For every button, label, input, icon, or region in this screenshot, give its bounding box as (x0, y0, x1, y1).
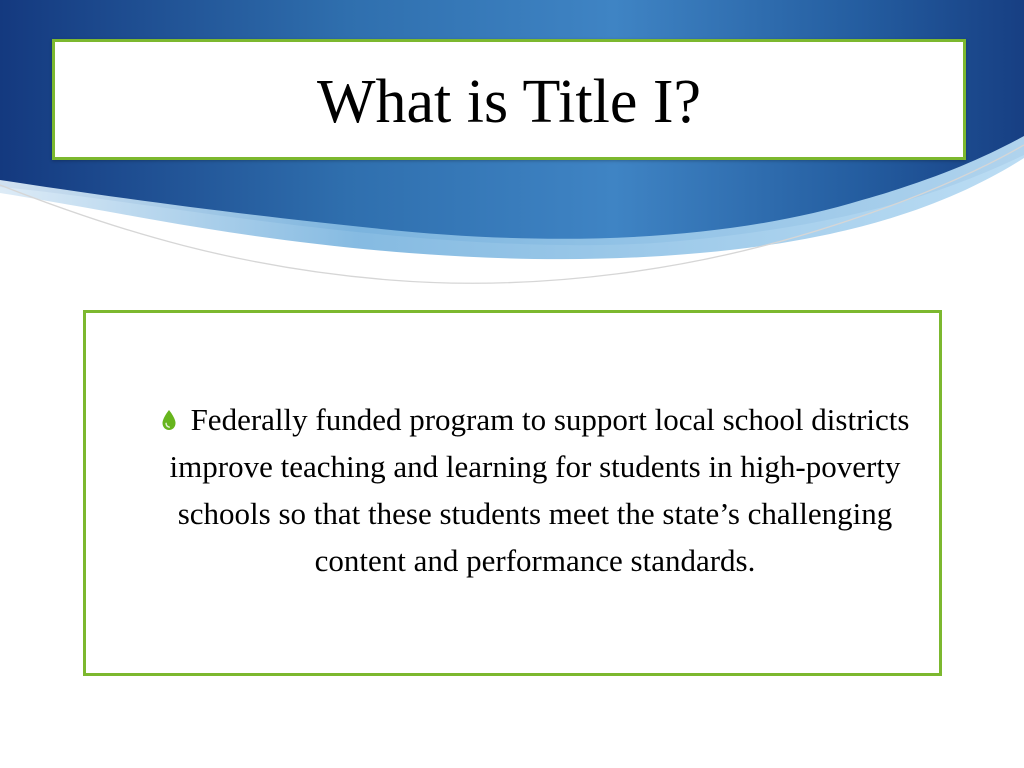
green-droplet-icon (161, 397, 177, 419)
green-droplet-svg (161, 409, 177, 431)
bullet-text: Federally funded program to support local school districts improve teaching and learning for students in high-poverty schools so that these students meet the state’s challenging content and performance standards. (169, 402, 910, 578)
slide-title: What is Title I? (316, 67, 702, 136)
content-box (83, 310, 942, 676)
title-box (52, 39, 966, 160)
bullet-item (140, 396, 930, 584)
